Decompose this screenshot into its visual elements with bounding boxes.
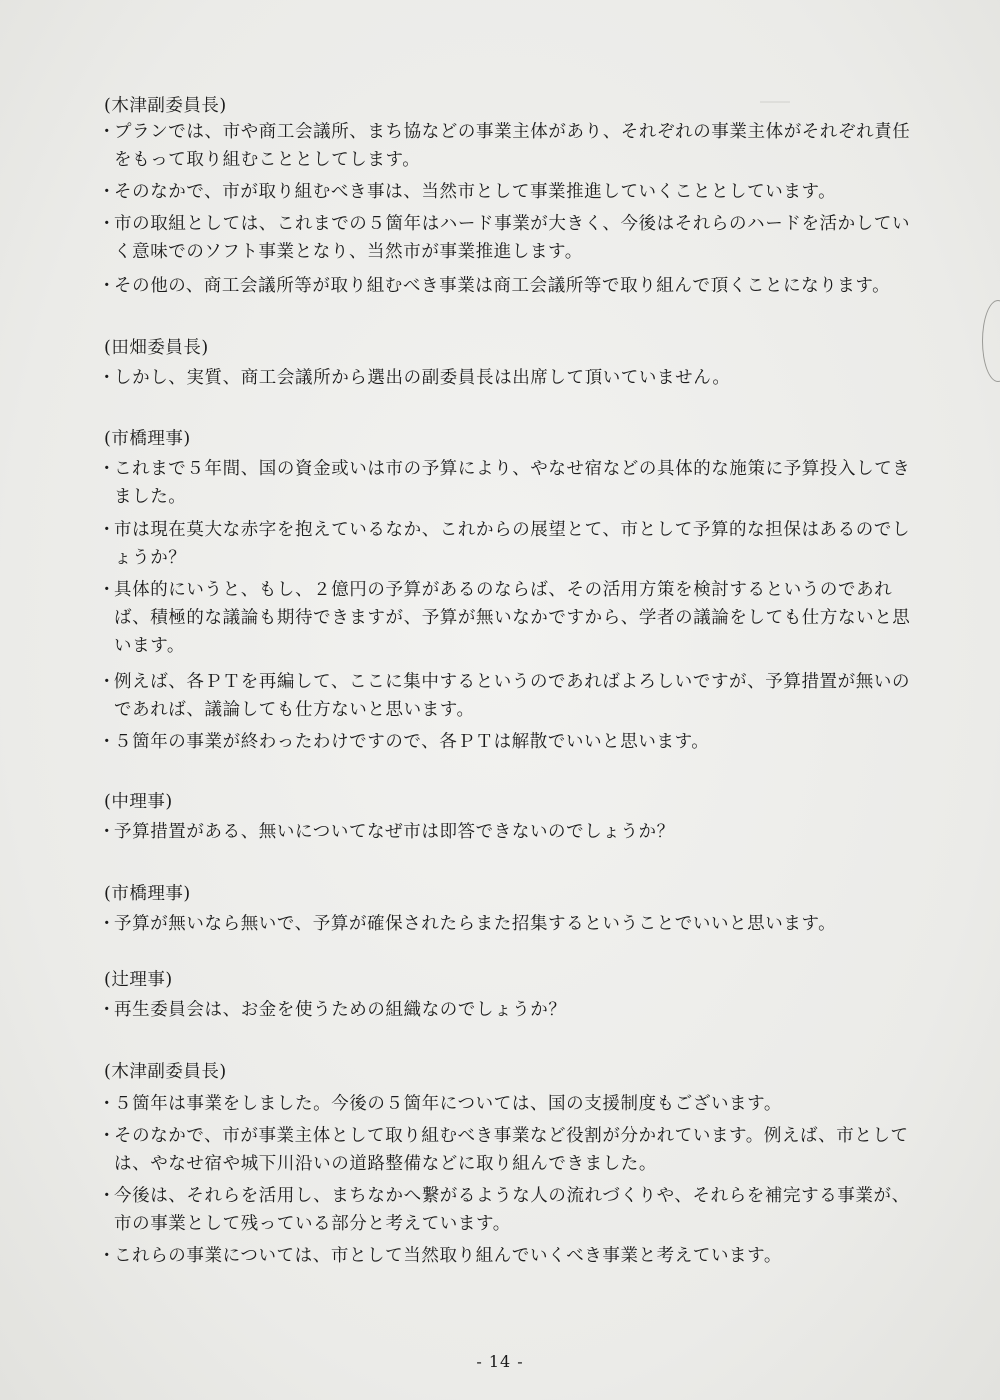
speaker-label: (木津副委員長) (104, 1062, 227, 1082)
page-edge-mark (982, 300, 1000, 382)
speaker-label: (辻理事) (104, 970, 173, 990)
page-number: - 14 - (476, 1352, 524, 1371)
speaker-label: (市橋理事) (104, 429, 191, 449)
speaker-label: (田畑委員長) (104, 338, 209, 358)
document-page: ―― (木津副委員長) ・ プランでは、市や商工会議所、まち協などの事業主体があり、それぞれの事業主体がそれぞれ責任をもって取り組むこととしてします。 ・ そのなかで、市が取り組むべき事は、当然市として事業推進していくこととしています。 ・ 市の取組としては、これまでの５箇年はハード事業が大きく、今後はそれらのハードを活かしていく意味でのソフト事業となり、当然市が事業推進します。 ・ その他の、商工会議所等が取り組むべき事業は商工会議所等で取り組んで頂くことになります。 (田畑委員長) ・ しかし、実質、商工会議所から選出の副委員長は出席して頂いていません。 (市橋理事) ・ これまで５年間、国の資金或いは市の予算により、やなせ宿などの具体的な施策に予算投入してきました。 ・ 市は現在莫大な赤字を抱えているなか、これからの展望とて、市として予算的な担保はあるのでしょうか？ ・ 具体的にいうと、もし、２億円の予算があるのならば、その活用方策を検討するというのであれば、積極的な議論も期待できますが、予算が無いなかですから、学者の議論をしても仕方ないと思います。 ・ 例えば、各ＰＴを再編して、ここに集中するというのであればよろしいですが、予算措置が無いのであれば、議論しても仕方ないと思います。 ・ ５箇年の事業が終わったわけですので、各ＰＴは解散でいいと思います。 (中理事) ・ 予算措置がある、無いについてなぜ市は即答できないのでしょうか？ (市橋理事) ・ 予算が無いなら無いで、予算が確保されたらまた招集するということでいいと思います。 (辻理事) ・ 再生委員会は、お金を使うための組織なのでしょうか？ (木津副委員長) ・ ５箇年は事業をしました。今後の５箇年については、国の支援制度もございます。 ・ そのなかで、市が事業主体として取り組むべき事業など役割が分かれています。例えば、市としては、やなせ宿や城下川沿いの道路整備などに取り組んできました。 ・ 今後は、それらを活用し、まちなかへ繋がるような人の流れづくりや、それらを補完する事業が、市の事業として残っている部分と考えています。 ・ これらの事業については、市として当然取り組んでいくべき事業と考えています。 - 14 - (0, 0, 1000, 1400)
show-through: ―― (760, 92, 790, 110)
speaker-label: (中理事) (104, 792, 173, 812)
speaker-label: (木津副委員長) (104, 96, 227, 116)
speaker-label: (市橋理事) (104, 884, 191, 904)
